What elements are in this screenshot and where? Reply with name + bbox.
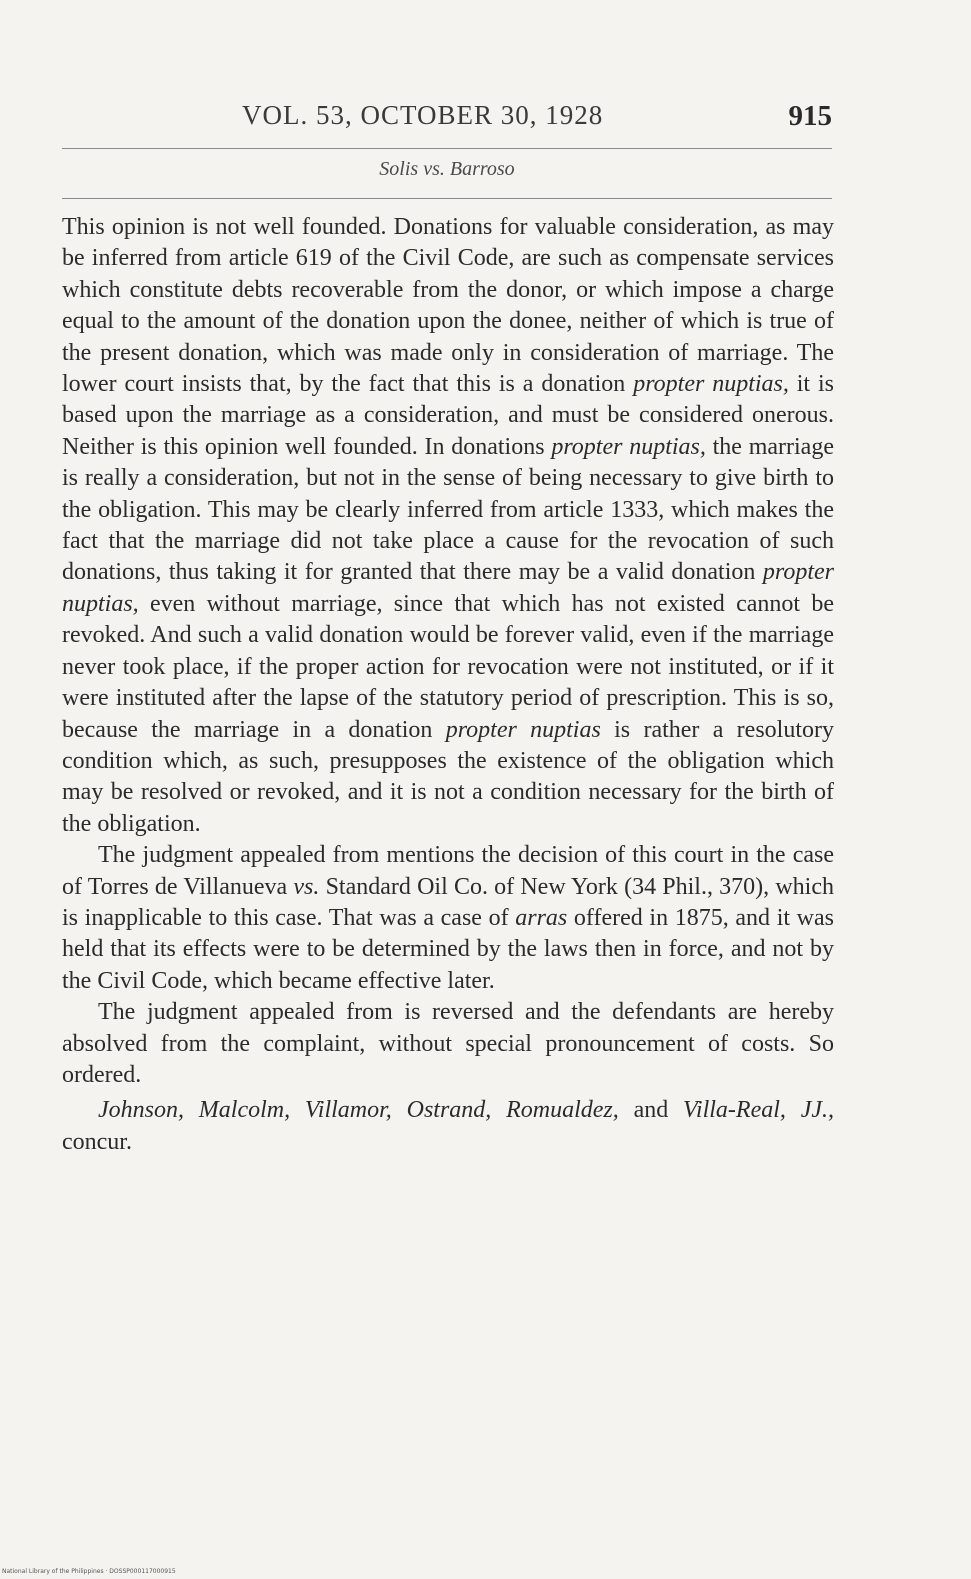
scan-footer: National Library of the Philippines · DOSSP000117000915	[2, 1568, 176, 1575]
paragraph-1: This opinion is not well founded. Donations for valuable consideration, as may be inferred from article 619 of the Civil Code, are such as compensate services which constitute debts recoverable from the donor, or which impose a charge equal to the amount of the donation upon the donee, neither of which is true of the present donation, which was made only in consideration of marriage. The lower court insists that, by the fact that this is a donation propter nuptias, it is based upon the marriage as a consideration, and must be considered onerous. Neither is this opinion well founded. In donations propter nuptias, the marriage is really a consideration, but not in the sense of being necessary to give birth to the obligation. This may be clearly inferred from article 1333, which makes the fact that the marriage did not take place a cause for the revocation of such donations, thus taking it for granted that there may be a valid donation propter nuptias, even without marriage, since that which has not existed cannot be revoked. And such a valid donation would be forever valid, even if the marriage never took place, if the proper action for revocation were not instituted, or if it were instituted after the lapse of the statutory period of prescription. This is so, because the marriage in a donation propter nuptias is rather a resolutory condition which, as such, presupposes the existence of the obligation which may be resolved or revoked, and it is not a condition necessary for the birth of the obligation.	[62, 214, 834, 837]
concurrence: Johnson, Malcolm, Villamor, Ostrand, Romualdez, and Villa-Real, JJ., concur.	[62, 1097, 834, 1155]
header-rule-bottom	[62, 198, 832, 199]
last-justice: Villa-Real, JJ.,	[683, 1097, 834, 1124]
paragraph-2: The judgment appealed from mentions the decision of this court in the case of Torres de Villanueva vs. Standard Oil Co. of New York (34 Phil., 370), which is inapplicable to this case. That was a case of arras offered in 1875, and it was held that its effects were to be determined by the laws then in force, and not by the Civil Code, which became effective later.	[62, 842, 835, 994]
opinion-body	[62, 212, 834, 1158]
paragraph-3: The judgment appealed from is reversed and the defendants are hereby absolved from the complaint, without special pronouncement of costs. So ordered.	[62, 999, 834, 1088]
case-title: Solis vs. Barroso	[379, 158, 515, 180]
page-number: 915	[788, 100, 832, 132]
justices-list: Johnson, Malcolm, Villamor, Ostrand, Romualdez,	[98, 1097, 619, 1124]
header-rule-top	[62, 148, 832, 149]
running-head: VOL. 53, OCTOBER 30, 1928	[242, 100, 604, 130]
page-header	[62, 100, 832, 140]
